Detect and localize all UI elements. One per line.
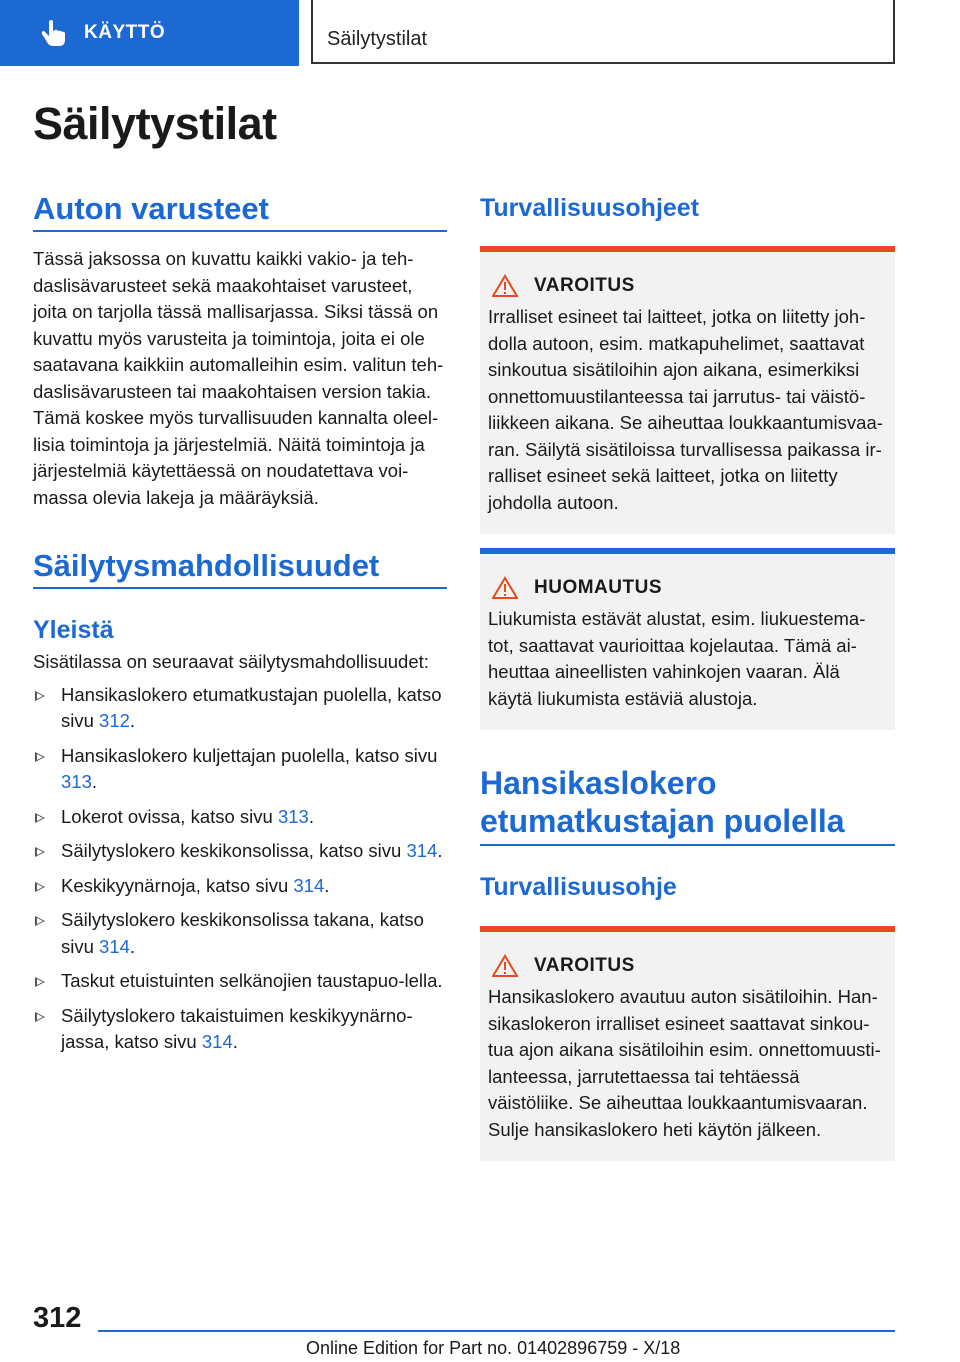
note-text: Liukumista estävät alustat, esim. liukuestema-tot, saattavat vaurioittaa kojelautaa. Tämä ai-heuttaa aineellisten vahinkojen vaaran. Älä käytä liukumista estäviä alustoja.: [488, 608, 866, 709]
warning-title: VAROITUS: [534, 955, 635, 976]
bullet-triangle-icon: [35, 691, 45, 701]
list-item-text: Säilytyslokero keskikonsolissa, katso sivu: [61, 840, 407, 861]
equipment-text: Tässä jaksossa on kuvattu kaikki vakio- ja teh-daslisävarusteet sekä maakohtaiset varusteet, joita on tarjolla tässä mallisarjassa. Siksi tässä on kuvattu myös varusteita ja toimintoja, joita ei ole saatavana kaikkiin automalleihin esim. valitun teh-daslisävarusteen tai maakohtaisen version takia. Tämä koskee myös turvallisuuden kannalta oleel-lisia toimintoja ja järjestelmiä. Näitä toimintoja ja järjestelmiä käytettäessä on noudatettava voi-massa olevia lakeja ja määräyksiä.: [33, 248, 444, 508]
warning-triangle-icon: [492, 576, 518, 600]
page-link[interactable]: 313: [61, 771, 92, 792]
list-item: [33, 968, 447, 995]
list-item-punctuation: .: [129, 710, 136, 731]
footer-divider: [98, 1330, 895, 1332]
glovebox-safety-heading: Turvallisuusohje: [480, 873, 677, 901]
bullet-triangle-icon: [35, 847, 45, 857]
note-box: [480, 548, 895, 730]
list-item: [33, 907, 447, 960]
list-item-text: Keskikyynärnoja, katso sivu: [61, 874, 294, 896]
section-tab-label: KÄYTTÖ: [84, 22, 166, 43]
list-item-text: Taskut etuistuinten selkänojien taustapuo-lella.: [61, 970, 443, 991]
list-item-text: Säilytyslokero keskikonsolissa takana, katso sivu: [61, 909, 424, 957]
list-item-text: Lokerot ovissa, katso sivu: [61, 805, 278, 827]
section-tab: [0, 0, 299, 66]
page-title: Säilytystilat: [33, 98, 277, 149]
bullet-triangle-icon: [35, 977, 45, 987]
list-item-text: Hansikaslokero kuljettajan puolella, katso sivu: [61, 744, 438, 766]
list-item-text: Säilytyslokero takaistuimen keskikyynärno-jassa, katso sivu: [61, 1004, 413, 1052]
bullet-triangle-icon: [35, 813, 45, 823]
bullet-triangle-icon: [35, 916, 45, 926]
chapter-header: [311, 0, 895, 64]
general-heading: Yleistä: [33, 616, 114, 644]
list-item: [33, 873, 447, 900]
warning-triangle-icon: [492, 274, 518, 298]
list-item-punctuation: .: [129, 935, 136, 957]
list-item: [33, 838, 447, 865]
page-link[interactable]: 314: [99, 935, 130, 957]
page-link[interactable]: 313: [277, 805, 309, 827]
general-intro: Sisätilassa on seuraavat säilytysmahdollisuudet:: [33, 651, 429, 672]
warning-triangle-icon: [492, 954, 518, 978]
chapter-title: Säilytystilat: [327, 28, 428, 50]
bullet-triangle-icon: [35, 752, 45, 762]
note-title: HUOMAUTUS: [534, 577, 662, 598]
pointing-hand-icon: [38, 18, 68, 48]
list-item-punctuation: .: [232, 1031, 238, 1052]
page-link[interactable]: 314: [201, 1031, 233, 1052]
page-link[interactable]: 314: [293, 874, 325, 896]
list-item-punctuation: .: [324, 874, 330, 896]
warning-title: VAROITUS: [534, 275, 635, 296]
page-link[interactable]: 312: [99, 710, 130, 731]
page-link[interactable]: 314: [406, 840, 438, 861]
list-item: [33, 1003, 447, 1056]
left-column: [33, 190, 447, 1064]
list-item-punctuation: .: [91, 771, 98, 792]
glovebox-heading: Hansikaslokero etumatkustajan puolella: [480, 764, 895, 846]
list-item-punctuation: .: [437, 840, 443, 861]
equipment-heading: Auton varusteet: [33, 190, 447, 232]
warning-text: Hansikaslokero avautuu auton sisätiloihin. Han-sikaslokeron irralliset esineet saattavat sinkou-tua ajon aikana sisätiloihin esim. onnettomuusti-lanteessa, jarrutettaessa tai tehtäessä väistöliike. Se aiheuttaa loukkaantumisvaaran. Sulje hansikaslokero heti käytön jälkeen.: [488, 986, 881, 1140]
list-item-text: Hansikaslokero etumatkustajan puolella, katso sivu: [61, 683, 442, 731]
list-item: [33, 804, 447, 831]
storage-heading: Säilytysmahdollisuudet: [33, 547, 447, 589]
storage-list: [33, 682, 447, 1056]
list-item: [33, 682, 447, 735]
list-item: [33, 743, 447, 796]
right-column: [480, 190, 895, 1161]
warning-box: [480, 246, 895, 534]
bullet-triangle-icon: [35, 882, 45, 892]
warning-text: Irralliset esineet tai laitteet, jotka on liitetty joh-dolla autoon, esim. matkapuhelimet, saattavat sinkoutua sisätiloihin ajon aikana, esimerkiksi onnettomuustilanteessa tai jarrutus- tai väistö-liikkeen aikana. Se aiheuttaa loukkaantumisvaa-ran. Säilytä sisätiloissa turvallisessa paikassa ir-ralliset esineet sekä laitteet, jotka on liitetty johdolla autoon.: [488, 306, 883, 513]
edition-text: Online Edition for Part no. 01402896759 - X/18: [306, 1338, 681, 1358]
list-item-punctuation: .: [308, 805, 314, 827]
bullet-triangle-icon: [35, 1012, 45, 1022]
safety-heading: Turvallisuusohjeet: [480, 194, 700, 222]
page-number: 312: [33, 1302, 82, 1334]
warning-box-glovebox: [480, 926, 895, 1161]
